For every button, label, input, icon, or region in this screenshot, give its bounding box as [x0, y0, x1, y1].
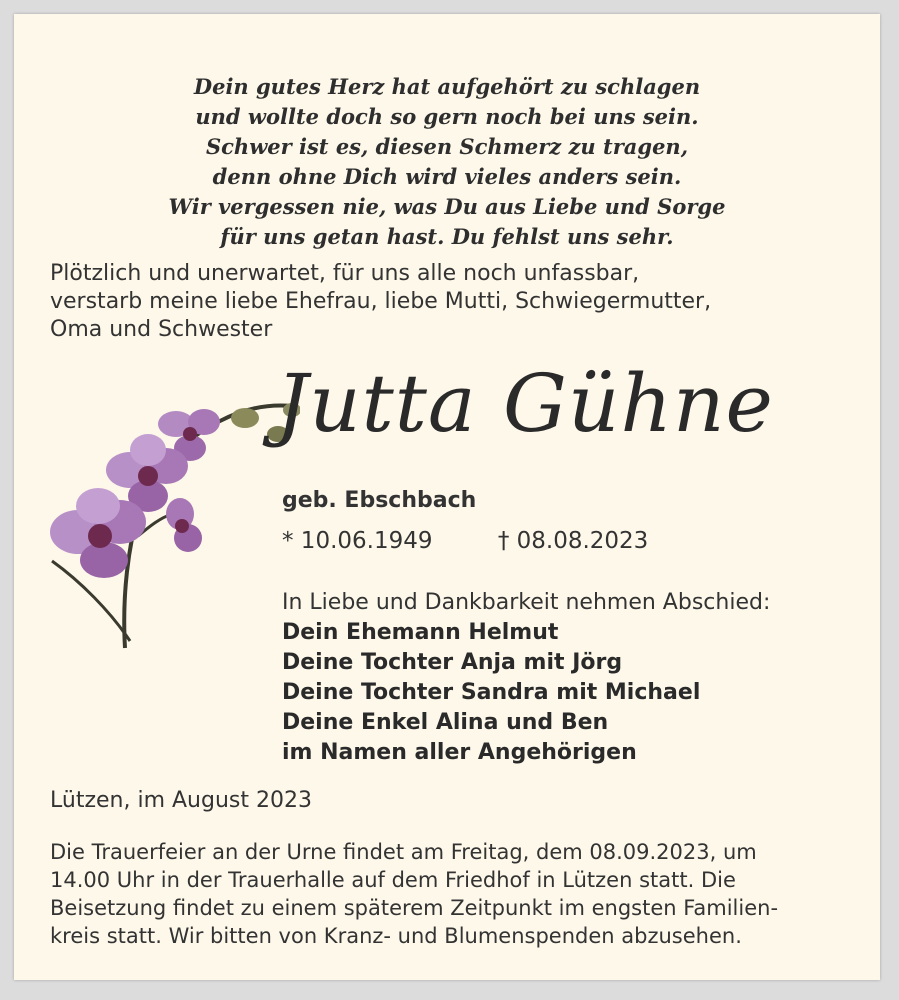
place-date: Lützen, im August 2023 — [50, 788, 312, 813]
poem-line: Dein gutes Herz hat aufgehört zu schlagen — [193, 74, 701, 99]
life-dates — [282, 528, 648, 554]
orchid-icon — [30, 386, 300, 656]
mourner: im Namen aller Angehörigen — [282, 740, 637, 765]
notice-line: Die Trauerfeier an der Urne findet am Freitag, dem 08.09.2023, um — [50, 840, 757, 864]
deceased-name: Jutta Gühne — [276, 357, 774, 450]
notice-line: kreis statt. Wir bitten von Kranz- und Blumenspenden abzusehen. — [50, 924, 742, 948]
intro-text — [50, 260, 850, 344]
poem-line: Schwer ist es, diesen Schmerz zu tragen, — [205, 134, 689, 159]
funeral-notice — [50, 838, 850, 950]
poem-line: Wir vergessen nie, was Du aus Liebe und Sorge — [168, 194, 726, 219]
mourners-list — [282, 618, 700, 768]
intro-line: Plötzlich und unerwartet, für uns alle noch unfassbar, — [50, 261, 640, 286]
mourner: Deine Tochter Anja mit Jörg — [282, 650, 623, 675]
poem-line: und wollte doch so gern noch bei uns sein. — [195, 104, 699, 129]
obituary-card — [14, 14, 880, 980]
birth-date: * 10.06.1949 — [282, 528, 433, 554]
poem-line: denn ohne Dich wird vieles anders sein. — [212, 164, 682, 189]
intro-line: verstarb meine liebe Ehefrau, liebe Mutti, Schwiegermutter, — [50, 289, 712, 314]
mourner: Dein Ehemann Helmut — [282, 620, 559, 645]
notice-line: Beisetzung findet zu einem späterem Zeitpunkt im engsten Familien- — [50, 896, 779, 920]
notice-line: 14.00 Uhr in der Trauerhalle auf dem Friedhof in Lützen statt. Die — [50, 868, 736, 892]
mourner: Deine Tochter Sandra mit Michael — [282, 680, 701, 705]
mourner: Deine Enkel Alina und Ben — [282, 710, 609, 735]
poem-line: für uns getan hast. Du fehlst uns sehr. — [220, 224, 674, 249]
farewell-heading: In Liebe und Dankbarkeit nehmen Abschied: — [282, 590, 771, 615]
intro-line: Oma und Schwester — [50, 317, 273, 342]
birth-name: geb. Ebschbach — [282, 488, 477, 513]
poem — [14, 72, 880, 252]
death-date: † 08.08.2023 — [497, 528, 649, 554]
